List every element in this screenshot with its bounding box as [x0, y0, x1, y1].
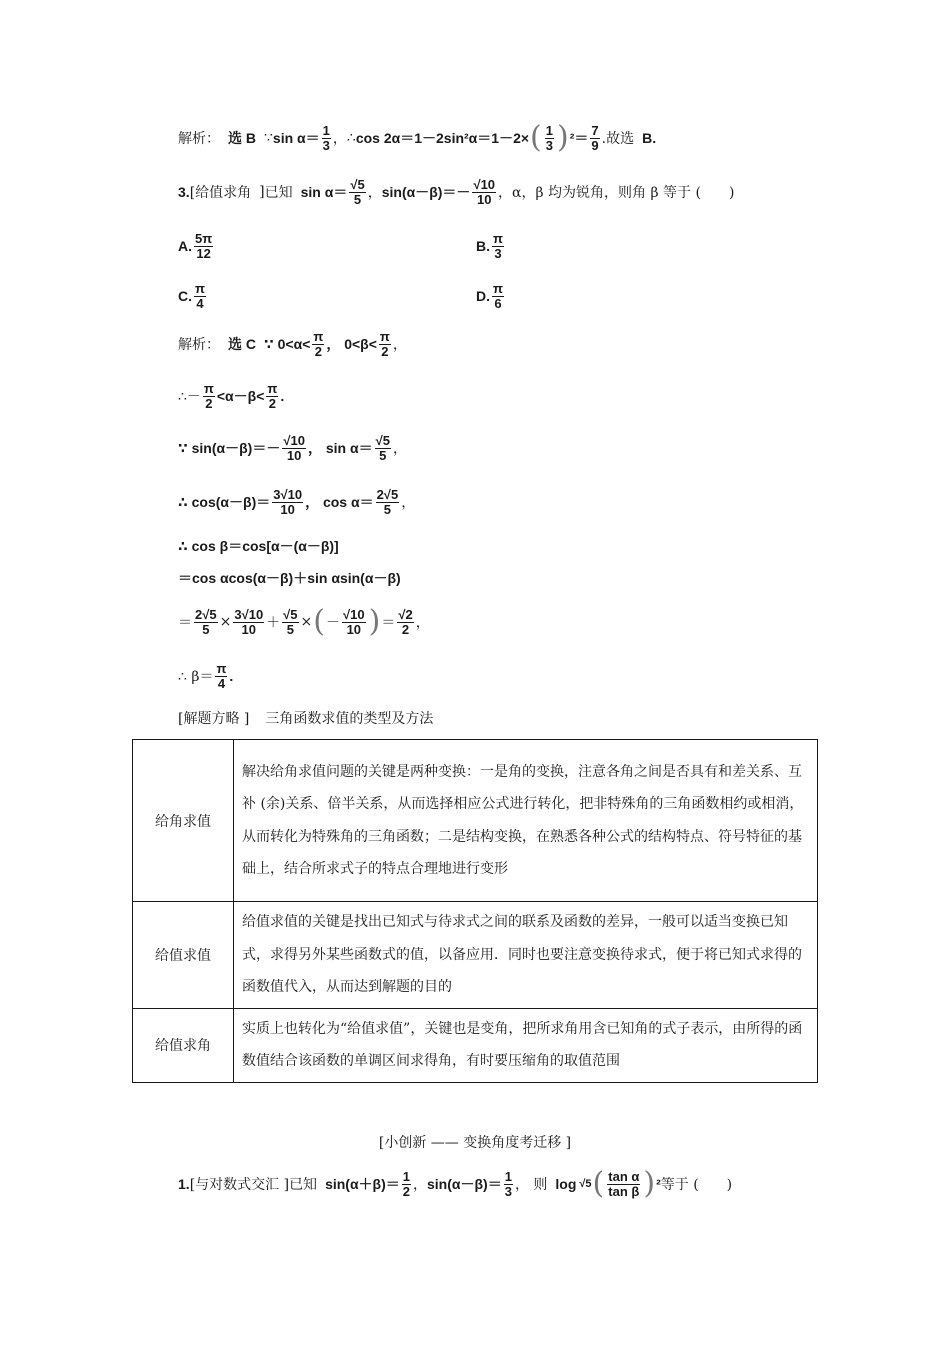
- question-number: 1.: [178, 1176, 190, 1192]
- fraction: $\frac{√5}{5}$: [375, 432, 390, 463]
- sin-alpha-text: sin α＝: [272, 130, 320, 146]
- section-title: [小创新 —— 变换角度考迁移 ]: [378, 1135, 572, 1151]
- given-text: 已知: [264, 185, 293, 201]
- fraction: $\frac{\pi}{2}$: [203, 380, 214, 411]
- question-tail: 等于 ( ): [660, 1177, 733, 1193]
- fraction: $\frac{1}{2}$: [402, 1168, 410, 1199]
- option-c[interactable]: [178, 276, 208, 316]
- fraction: $\frac{√5}{5}$: [283, 606, 298, 637]
- cos2a-text: cos 2α＝1－2sin²α＝1－2×: [355, 130, 530, 146]
- fraction: $\frac{\pi}{2}$: [313, 328, 324, 359]
- solution-line-7: ＝ $\frac{2√5}{5}$ × $\frac{3√10}{10}$ ＋ $\frac{√5}{5}$ × ( － $\frac{√10}{10}$ ) ＝ $\frac{√2}{2}$ ，: [178, 604, 430, 639]
- fraction: $\frac{\pi}{4}$: [216, 660, 227, 691]
- given-text: 已知: [289, 1177, 318, 1193]
- option-b[interactable]: [476, 226, 506, 266]
- question-number: 3.: [178, 184, 190, 200]
- fraction: $\frac{√10}{10}$: [283, 432, 305, 463]
- choice-text: 选 C: [228, 336, 256, 352]
- analysis-label: 解析：: [178, 337, 220, 353]
- method-desc: 实质上也转化为“给值求值”，关键也是变角，把所求角用含已知角的式子表示，由所得的函数值结合该函数的单调区间求得角，有时要压缩角的取值范围: [234, 1008, 818, 1082]
- method-type: 给角求值: [133, 740, 234, 902]
- solution-line-8: ∴ β＝ $\frac{\pi}{4}$ .: [178, 660, 234, 691]
- solution-line-1: 解析： 选 C ∵ 0<α< $\frac{\pi}{2}$ ， 0<β< $\frac{\pi}{2}$ ，: [178, 328, 407, 359]
- fraction: $\frac{\pi}{3}$: [493, 230, 503, 261]
- option-label: D.: [476, 288, 490, 304]
- option-a[interactable]: [178, 226, 215, 266]
- because-symbol: ∵: [264, 130, 273, 146]
- tail-text: .故选: [601, 131, 635, 147]
- question-tag-end: ]: [259, 184, 265, 200]
- question-tag: [给值求角: [189, 185, 252, 201]
- fraction: $\frac{\pi}{4}$: [195, 280, 205, 311]
- fraction: $\frac{√5}{5}$: [350, 176, 365, 207]
- fraction: $\frac{\pi}{2}$: [267, 380, 278, 411]
- option-label: A.: [178, 238, 192, 254]
- strategy-label: [解题方略 ]: [178, 711, 250, 727]
- fraction: $\frac{1}{3}$: [322, 122, 330, 153]
- solution-line-2: ∴－ $\frac{\pi}{2}$ <α－β< $\frac{\pi}{2}$ .: [178, 380, 285, 411]
- solution-line-3: ∵ sin(α－β)＝－ $\frac{√10}{10}$ ， sin α＝ $\frac{√5}{5}$ ，: [178, 432, 407, 463]
- question-tag: [与对数式交汇 ]: [189, 1177, 290, 1193]
- table-row: [133, 740, 818, 902]
- answer-text: B.: [642, 130, 657, 146]
- fraction: $\frac{5\pi}{12}$: [195, 230, 213, 261]
- solution-line-6: ＝cos αcos(α－β)＋sin αsin(α－β): [178, 570, 401, 586]
- prev-analysis-line: 解析： 选 B ∵ sin α＝ $\frac{1}{3}$ ， ∴ cos 2α＝1－2sin²α＝1－2× ( $\frac{1}{3}$ ) ²＝ $\frac{7}{9}$ .故选 B.: [178, 120, 657, 155]
- question-1: 1. [与对数式交汇 ] 已知 sin(α＋β)＝ $\frac{1}{2}$ ， sin(α－β)＝ $\frac{1}{3}$ ， 则 log √5 ( $\frac{\text{tan α}}{\text{tan β}}$ ) ² 等于 ( ): [178, 1166, 733, 1201]
- sin-diff-text: sin(α－β)＝－: [381, 184, 471, 200]
- fraction: $\frac{3√10}{10}$: [273, 486, 303, 517]
- fraction: $\frac{\pi}{6}$: [493, 280, 503, 311]
- question-3: 3. [给值求角 ] 已知 sin α＝ $\frac{√5}{5}$ ， sin(α－β)＝－ $\frac{√10}{10}$ ，α，β 均为锐角，则角 β 等于 ( ): [178, 176, 735, 207]
- methods-table: [132, 739, 818, 1083]
- sin-alpha-text: sin α＝: [300, 184, 348, 200]
- method-type: 给值求角: [133, 1008, 234, 1082]
- option-label: C.: [178, 288, 192, 304]
- solution-line-4: ∴ cos(α－β)＝ $\frac{3√10}{10}$ ， cos α＝ $\frac{2√5}{5}$ ，: [178, 486, 416, 517]
- fraction: $\frac{7}{9}$: [591, 122, 599, 153]
- fraction: $\frac{1}{3}$: [545, 122, 553, 153]
- fraction: $\frac{2√5}{5}$: [376, 486, 399, 517]
- fraction: $\frac{3√10}{10}$: [234, 606, 264, 637]
- therefore-symbol: ∴: [346, 130, 356, 146]
- analysis-label: 解析：: [178, 131, 220, 147]
- fraction: $\frac{1}{3}$: [504, 1168, 512, 1199]
- method-desc: 解决给角求值问题的关键是两种变换：一是角的变换，注意各角之间是否具有和差关系、互补 (余)关系、倍半关系，从而选择相应公式进行转化，把非特殊角的三角函数相约或相消，从而转化为特殊角的三角函数；二是结构变换，在熟悉各种公式的结构特点、符号特征的基础上，结合所求式子的特点合理地进行变形: [234, 740, 818, 902]
- option-label: B.: [476, 238, 490, 254]
- fraction: $\frac{\pi}{2}$: [379, 328, 390, 359]
- fraction: $\frac{2√5}{5}$: [195, 606, 217, 637]
- strategy-title: 三角函数求值的类型及方法: [265, 711, 434, 727]
- table-row: [133, 902, 818, 1009]
- strategy-heading: [178, 708, 433, 728]
- table-row: [133, 1008, 818, 1082]
- fraction: $\frac{\text{tan α}}{\text{tan β}}$: [608, 1168, 640, 1199]
- fraction: $\frac{√2}{2}$: [398, 606, 413, 637]
- fraction: $\frac{√10}{10}$: [473, 176, 496, 207]
- question-tail: ，α，β 均为锐角，则角 β 等于 ( ): [498, 185, 735, 201]
- choice-text: 选 B: [228, 130, 256, 146]
- fraction: $\frac{√10}{10}$: [343, 606, 365, 637]
- square-eq: ²＝: [569, 130, 589, 146]
- method-desc: 给值求值的关键是找出已知式与待求式之间的联系及函数的差异，一般可以适当变换已知式，求得另外某些函数式的值，以备应用．同时也要注意变换待求式，便于将已知式求得的函数值代入，从而达到解题的目的: [234, 902, 818, 1009]
- solution-line-5: ∴ cos β＝cos[α－(α－β)]: [178, 538, 339, 554]
- option-d[interactable]: [476, 276, 506, 316]
- method-type: 给值求值: [133, 902, 234, 1009]
